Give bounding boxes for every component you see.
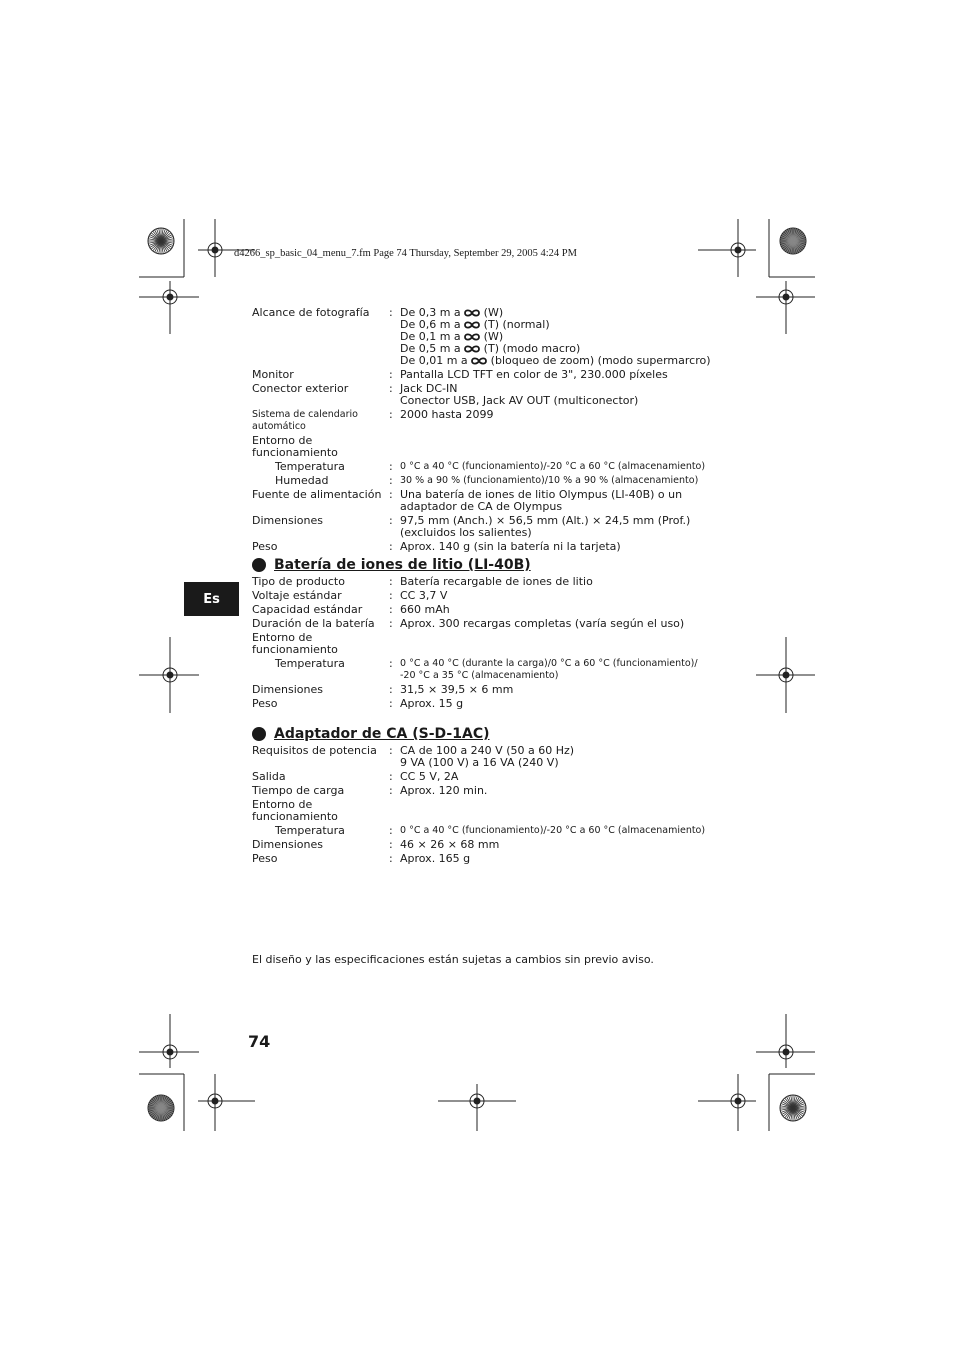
spec-row — [252, 684, 722, 696]
spec-value — [400, 475, 722, 487]
spec-value — [400, 461, 722, 473]
spec-row — [252, 839, 722, 851]
spec-label: Monitor — [252, 368, 294, 381]
spec-colon: : — [389, 589, 393, 602]
spec-value — [400, 618, 722, 630]
spec-label: Temperatura — [275, 824, 345, 837]
spec-label: Salida — [252, 770, 286, 783]
spec-value — [400, 839, 722, 851]
spec-value-line: (excluidos los salientes) — [400, 526, 532, 539]
spec-value — [400, 383, 722, 407]
spec-label: Dimensiones — [252, 683, 323, 696]
spec-row — [252, 799, 722, 823]
spec-value-line: 0 °C a 40 °C (funcionamiento)/-20 °C a 60 °C (almacenamiento) — [400, 461, 706, 472]
spec-row — [252, 698, 722, 710]
spec-row — [252, 785, 722, 797]
spec-label: Capacidad estándar — [252, 603, 363, 616]
spec-colon: : — [389, 460, 393, 473]
spec-row — [252, 825, 722, 837]
language-tab: Es — [184, 582, 239, 616]
spec-colon: : — [389, 603, 393, 616]
spec-label: Dimensiones — [252, 838, 323, 851]
spec-label: Requisitos de potencia — [252, 744, 377, 757]
spec-label: Tipo de producto — [252, 575, 345, 588]
spec-value-line: Aprox. 165 g — [400, 852, 471, 865]
bullet-icon — [252, 727, 266, 741]
spec-row — [252, 435, 722, 459]
spec-value-line: CA de 100 a 240 V (50 a 60 Hz) — [400, 744, 575, 757]
spec-value-line: De 0,01 m a (bloqueo de zoom) (modo supermarcro) — [400, 354, 711, 367]
spec-value — [400, 745, 722, 769]
spec-value-line: 31,5 × 39,5 × 6 mm — [400, 683, 514, 696]
spec-colon: : — [389, 852, 393, 865]
spec-label: Alcance de fotografía — [252, 306, 370, 319]
spec-value — [400, 541, 722, 553]
spec-colon: : — [389, 306, 393, 319]
spec-value-line: 0 °C a 40 °C (funcionamiento)/-20 °C a 60 °C (almacenamiento) — [400, 825, 706, 836]
spec-colon: : — [389, 575, 393, 588]
spec-colon: : — [389, 784, 393, 797]
spec-label: Peso — [252, 697, 278, 710]
spec-label: Fuente de alimentación — [252, 488, 382, 501]
spec-value — [400, 576, 722, 588]
spec-row — [252, 590, 722, 602]
spec-value-line: CC 3,7 V — [400, 589, 448, 602]
spec-colon: : — [389, 514, 393, 527]
spec-value — [400, 489, 722, 513]
disclaimer-footnote: El diseño y las especificaciones están sujetas a cambios sin previo aviso. — [252, 953, 654, 966]
spec-row — [252, 632, 722, 656]
battery-heading-text: Batería de iones de litio (LI-40B) — [274, 557, 531, 573]
spec-value — [400, 307, 722, 367]
spec-colon: : — [389, 770, 393, 783]
spec-row — [252, 618, 722, 630]
spec-value-line: 30 % a 90 % (funcionamiento)/10 % a 90 % (almacenamiento) — [400, 475, 699, 486]
spec-value-line: Jack DC-IN — [400, 382, 458, 395]
spec-value — [400, 658, 722, 682]
spec-row — [252, 515, 722, 539]
spec-value-line: 46 × 26 × 68 mm — [400, 838, 500, 851]
spec-value — [400, 825, 722, 837]
spec-label: Duración de la batería — [252, 617, 375, 630]
spec-row — [252, 658, 722, 682]
spec-value — [400, 785, 722, 797]
spec-value-line: Pantalla LCD TFT en color de 3", 230.000 píxeles — [400, 368, 668, 381]
spec-label: Entorno de funcionamiento — [252, 631, 338, 656]
adapter-specs-table — [252, 745, 722, 867]
spec-label: Conector exterior — [252, 382, 349, 395]
spec-row — [252, 369, 722, 381]
spec-value-line: Una batería de iones de litio Olympus (LI-40B) o un — [400, 488, 683, 501]
spec-row — [252, 383, 722, 407]
spec-value-line: Aprox. 15 g — [400, 697, 464, 710]
spec-value — [400, 515, 722, 539]
spec-colon: : — [389, 744, 393, 757]
spec-value-line: Batería recargable de iones de litio — [400, 575, 593, 588]
spec-value — [400, 771, 722, 783]
spec-value-line: Aprox. 140 g (sin la batería ni la tarjeta) — [400, 540, 621, 553]
battery-heading — [252, 557, 531, 573]
adapter-heading — [252, 726, 490, 742]
camera-specs-table — [252, 307, 722, 555]
spec-colon: : — [389, 617, 393, 630]
spec-value — [400, 853, 722, 865]
adapter-heading-text: Adaptador de CA (S-D-1AC) — [274, 726, 490, 742]
spec-colon: : — [389, 474, 393, 487]
spec-value-line: 9 VA (100 V) a 16 VA (240 V) — [400, 756, 559, 769]
spec-row — [252, 475, 722, 487]
spec-value — [400, 604, 722, 616]
spec-colon: : — [389, 697, 393, 710]
infinity-icon — [464, 345, 480, 353]
spec-value — [400, 409, 722, 433]
spec-colon: : — [389, 540, 393, 553]
spec-label: Dimensiones — [252, 514, 323, 527]
spec-row — [252, 853, 722, 865]
spec-colon: : — [389, 683, 393, 696]
spec-colon: : — [389, 488, 393, 501]
file-info-header: d4266_sp_basic_04_menu_7.fm Page 74 Thursday, September 29, 2005 4:24 PM — [234, 248, 577, 259]
infinity-icon — [464, 309, 480, 317]
spec-label: Voltaje estándar — [252, 589, 342, 602]
spec-value-line: De 0,3 m a (W) — [400, 306, 504, 319]
spec-value-line: Aprox. 120 min. — [400, 784, 488, 797]
spec-colon: : — [389, 838, 393, 851]
spec-value-line: De 0,1 m a (W) — [400, 330, 504, 343]
spec-value-line: adaptador de CA de Olympus — [400, 500, 563, 513]
spec-colon: : — [389, 368, 393, 381]
spec-row — [252, 489, 722, 513]
infinity-icon — [464, 333, 480, 341]
spec-label: Tiempo de carga — [252, 784, 345, 797]
spec-label: Temperatura — [275, 460, 345, 473]
spec-label: Humedad — [275, 474, 329, 487]
spec-value-line: 660 mAh — [400, 603, 450, 616]
spec-row — [252, 745, 722, 769]
spec-value-line: Aprox. 300 recargas completas (varía según el uso) — [400, 617, 685, 630]
spec-value-line: CC 5 V, 2A — [400, 770, 459, 783]
spec-colon: : — [389, 824, 393, 837]
spec-value-line: De 0,5 m a (T) (modo macro) — [400, 342, 581, 355]
spec-label: Peso — [252, 540, 278, 553]
spec-row — [252, 541, 722, 553]
spec-value — [400, 369, 722, 381]
spec-row — [252, 307, 722, 367]
infinity-icon — [464, 321, 480, 329]
spec-value — [400, 590, 722, 602]
spec-label: Entorno de funcionamiento — [252, 798, 338, 823]
spec-colon: : — [389, 408, 393, 421]
bullet-icon — [252, 558, 266, 572]
spec-row — [252, 576, 722, 588]
spec-value-line: Conector USB, Jack AV OUT (multiconector) — [400, 394, 639, 407]
spec-label: Sistema de calendario automático — [252, 409, 358, 432]
spec-value-line: 97,5 mm (Anch.) × 56,5 mm (Alt.) × 24,5 mm (Prof.) — [400, 514, 691, 527]
spec-label: Entorno de funcionamiento — [252, 434, 338, 459]
spec-value — [400, 684, 722, 696]
spec-value — [400, 698, 722, 710]
spec-label: Temperatura — [275, 657, 345, 670]
spec-value-line: 2000 hasta 2099 — [400, 408, 494, 421]
page-number: 74 — [248, 1032, 271, 1051]
spec-row — [252, 604, 722, 616]
spec-row — [252, 771, 722, 783]
spec-label: Peso — [252, 852, 278, 865]
spec-value-line: 0 °C a 40 °C (durante la carga)/0 °C a 60 °C (funcionamiento)/ — [400, 658, 698, 669]
spec-row — [252, 409, 722, 433]
spec-colon: : — [389, 657, 393, 670]
spec-value-line: De 0,6 m a (T) (normal) — [400, 318, 550, 331]
spec-value-line: -20 °C a 35 °C (almacenamiento) — [400, 670, 559, 681]
infinity-icon — [471, 357, 487, 365]
spec-row — [252, 461, 722, 473]
spec-colon: : — [389, 382, 393, 395]
battery-specs-table — [252, 576, 722, 712]
